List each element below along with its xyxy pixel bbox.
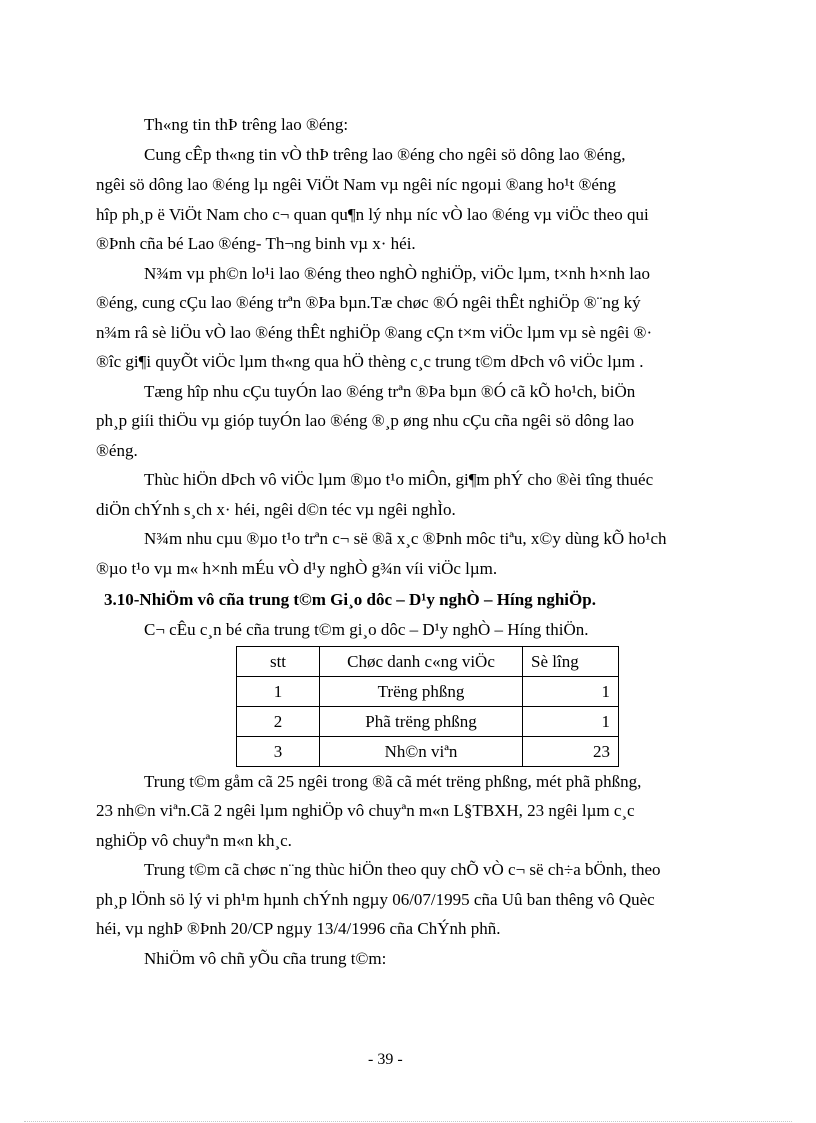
- paragraph-line: N¾m vµ ph©n lo¹i lao ®éng theo nghÒ nghiÖp, viÖc lµm, t×nh h×nh lao: [144, 264, 650, 283]
- paragraph-line: ngêi sö dông lao ®éng lµ ngêi ViÖt Nam vµ ngêi níc ngoµi ®ang ho¹t ®éng: [96, 175, 616, 194]
- paragraph-line: Trung t©m gåm cã 25 ngêi trong ®ã cã mét trëng phßng, mét phã phßng,: [144, 772, 642, 791]
- paragraph-line: ®éng, cung cÇu lao ®éng trªn ®Þa bµn.Tæ chøc ®Ó ngêi thÊt nghiÖp ®¨ng ký: [96, 293, 641, 312]
- paragraph-line: 23 nh©n viªn.Cã 2 ngêi lµm nghiÖp vô chuyªn m«n L§TBXH, 23 ngêi lµm c¸c: [96, 801, 635, 820]
- paragraph-line: Th«ng tin thÞ trêng lao ®éng:: [144, 115, 349, 134]
- cell-stt: 1: [237, 677, 320, 707]
- header-count: Sè lîng: [523, 647, 619, 677]
- paragraph-line: Thùc hiÖn dÞch vô viÖc lµm ®µo t¹o miÔn, gi¶m phÝ cho ®èi tîng thuéc: [144, 470, 654, 489]
- paragraph-line: ®îc gi¶i quyÕt viÖc lµm th«ng qua hÖ thèng c¸c trung t©m dÞch vô viÖc lµm .: [96, 352, 644, 371]
- cell-count: 23: [523, 737, 619, 767]
- structure-intro: C¬ cÊu c¸n bé cña trung t©m gi¸o dôc – D¹y nghÒ – Híng thiÖn.: [144, 620, 589, 639]
- cell-title: Nh©n viªn: [320, 737, 523, 767]
- paragraph-line: diÖn chÝnh s¸ch x· héi, ngêi d©n téc vµ ngêi nghÌo.: [96, 500, 456, 519]
- paragraph-line: NhiÖm vô chñ yÕu cña trung t©m:: [144, 949, 387, 968]
- section-heading: 3.10-NhiÖm vô cña trung t©m Gi¸o dôc – D¹y nghÒ – Híng nghiÖp.: [104, 590, 596, 609]
- cell-count: 1: [523, 677, 619, 707]
- paragraph-line: Cung cÊp th«ng tin vÒ thÞ trêng lao ®éng cho ngêi sö dông lao ®éng,: [144, 145, 626, 164]
- paragraph-line: n¾m râ sè liÖu vÒ lao ®éng thÊt nghiÖp ®ang cÇn t×m viÖc lµm vµ sè ngêi ®·: [96, 323, 653, 342]
- table-header-row: [237, 647, 619, 677]
- cell-stt: 3: [237, 737, 320, 767]
- header-title: Chøc danh c«ng viÖc: [320, 647, 523, 677]
- paragraph-line: Tæng hîp nhu cÇu tuyÓn lao ®éng trªn ®Þa bµn ®Ó cã kÕ ho¹ch, biÖn: [144, 382, 636, 401]
- paragraph-line: ®éng.: [96, 441, 138, 460]
- cell-count: 1: [523, 707, 619, 737]
- cell-title: Trëng phßng: [320, 677, 523, 707]
- paragraph-line: Trung t©m cã chøc n¨ng thùc hiÖn theo quy chÕ vÒ c¬ së ch÷a bÖnh, theo: [144, 860, 661, 879]
- header-stt: stt: [237, 647, 320, 677]
- paragraph-line: ph¸p lÖnh sö lý vi ph¹m hµnh chÝnh ngµy 06/07/1995 cña Uû ban thêng vô Quèc: [96, 890, 655, 909]
- page-number: - 39 -: [368, 1051, 403, 1068]
- paragraph-line: N¾m nhu cµu ®µo t¹o trªn c¬ së ®ã x¸c ®Þnh môc tiªu, x©y dùng kÕ ho¹ch: [144, 529, 667, 548]
- table-row: [237, 677, 619, 707]
- paragraph-line: héi, vµ nghÞ ®Þnh 20/CP ngµy 13/4/1996 cña ChÝnh phñ.: [96, 919, 501, 938]
- paragraph-line: nghiÖp vô chuyªn m«n kh¸c.: [96, 831, 292, 850]
- page-bottom-divider: [24, 1121, 792, 1122]
- table-row: [237, 707, 619, 737]
- table-row: [237, 737, 619, 767]
- paragraph-line: ®Þnh cña bé Lao ®éng- Th¬ng binh vµ x· héi.: [96, 234, 416, 253]
- cell-title: Phã trëng phßng: [320, 707, 523, 737]
- paragraph-line: ®µo t¹o vµ m« h×nh mÉu vÒ d¹y nghÒ g¾n víi viÖc lµm.: [96, 559, 498, 578]
- staff-table: [236, 646, 619, 767]
- cell-stt: 2: [237, 707, 320, 737]
- paragraph-line: ph¸p giíi thiÖu vµ gióp tuyÓn lao ®éng ®¸p øng nhu cÇu cña ngêi sö dông lao: [96, 411, 635, 430]
- paragraph-line: hîp ph¸p ë ViÖt Nam cho c¬ quan qu¶n lý nhµ níc vÒ lao ®éng vµ viÖc theo qui: [96, 205, 649, 224]
